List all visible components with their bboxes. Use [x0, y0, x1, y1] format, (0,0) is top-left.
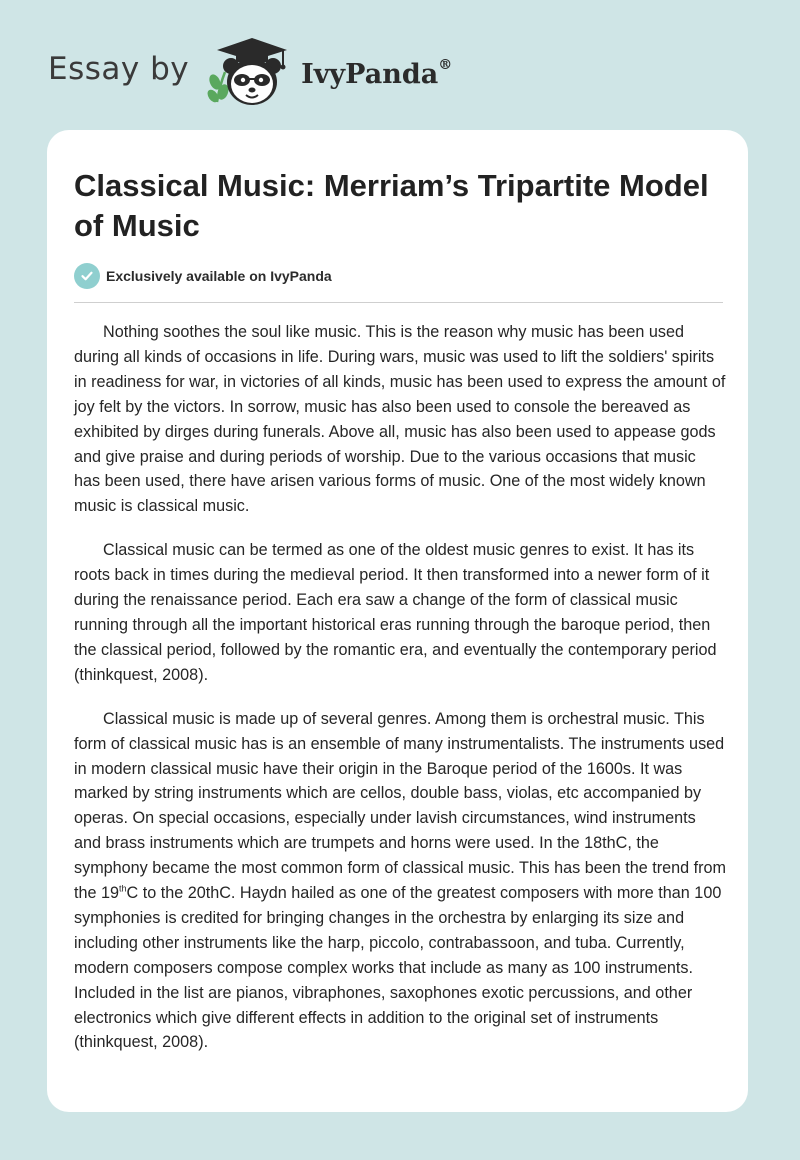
- site-header: [48, 32, 452, 112]
- panda-graduate-logo-icon: [203, 32, 295, 112]
- essay-by-label: Essay by: [48, 51, 190, 87]
- exclusive-badge: [74, 263, 332, 289]
- paragraph-3: Classical music is made up of several genres. Among them is orchestral music. This form of classical music has is an ensemble of many instrumentalists. The instruments used in modern classical music have their origin in the Baroque period of the 1600s. It was marked by string instruments which are cellos, double bass, violas, etc accompanied by operas. On special occasions, especially under lavish circumstances, wind instruments and brass instruments which are trumpets and horns were used. In the 18thC, the symphony became the most common form of classical music. This has been the trend from the 19thC to the 20thC. Haydn hailed as one of the greatest composers with more than 100 symphonies is credited for bringing changes in the orchestra by enlarging its size and including other instruments like the harp, piccolo, contrabassoon, and tuba. Currently, modern composers compose complex works that include as many as 100 instruments. Included in the list are pianos, vibraphones, saxophones exotic percussions, and other electronics which give different effects in addition to the original set of instruments (thinkquest, 2008).: [74, 709, 726, 1052]
- registered-mark: ®: [438, 56, 453, 73]
- essay-body: [74, 320, 726, 1074]
- divider: [74, 302, 723, 303]
- paragraph-1: Nothing soothes the soul like music. This is the reason why music has been used during all kinds of occasions in life. During wars, music was used to lift the soldiers' spirits in readiness for war, in victories of all kinds, music has been used to express the amount of joy felt by the victors. In sorrow, music has also been used to console the bereaved as exhibited by dirges during funerals. Above all, music has also been used to appease gods and give praise and during periods of worship. Due to the various occasions that music has been used, there have arisen various forms of music. One of the most widely known music is classical music.: [74, 323, 726, 516]
- paragraph-2: Classical music can be termed as one of the oldest music genres to exist. It has its roots back in times during the medieval period. It then transformed into a newer form of it during the renaissance period. Each era saw a change of the form of classical music running through all the important historical eras running through the baroque period, then the classical period, followed by the romantic era, and eventually the contemporary period (thinkquest, 2008).: [74, 541, 717, 684]
- essay-card: [47, 130, 748, 1112]
- superscript-th: th: [119, 883, 127, 894]
- check-icon: [74, 263, 100, 289]
- exclusive-badge-label: Exclusively available on IvyPanda: [106, 268, 332, 284]
- brand-name[interactable]: IvyPanda®: [301, 56, 453, 90]
- page-title: Classical Music: Merriam’s Tripartite Model of Music: [74, 168, 709, 243]
